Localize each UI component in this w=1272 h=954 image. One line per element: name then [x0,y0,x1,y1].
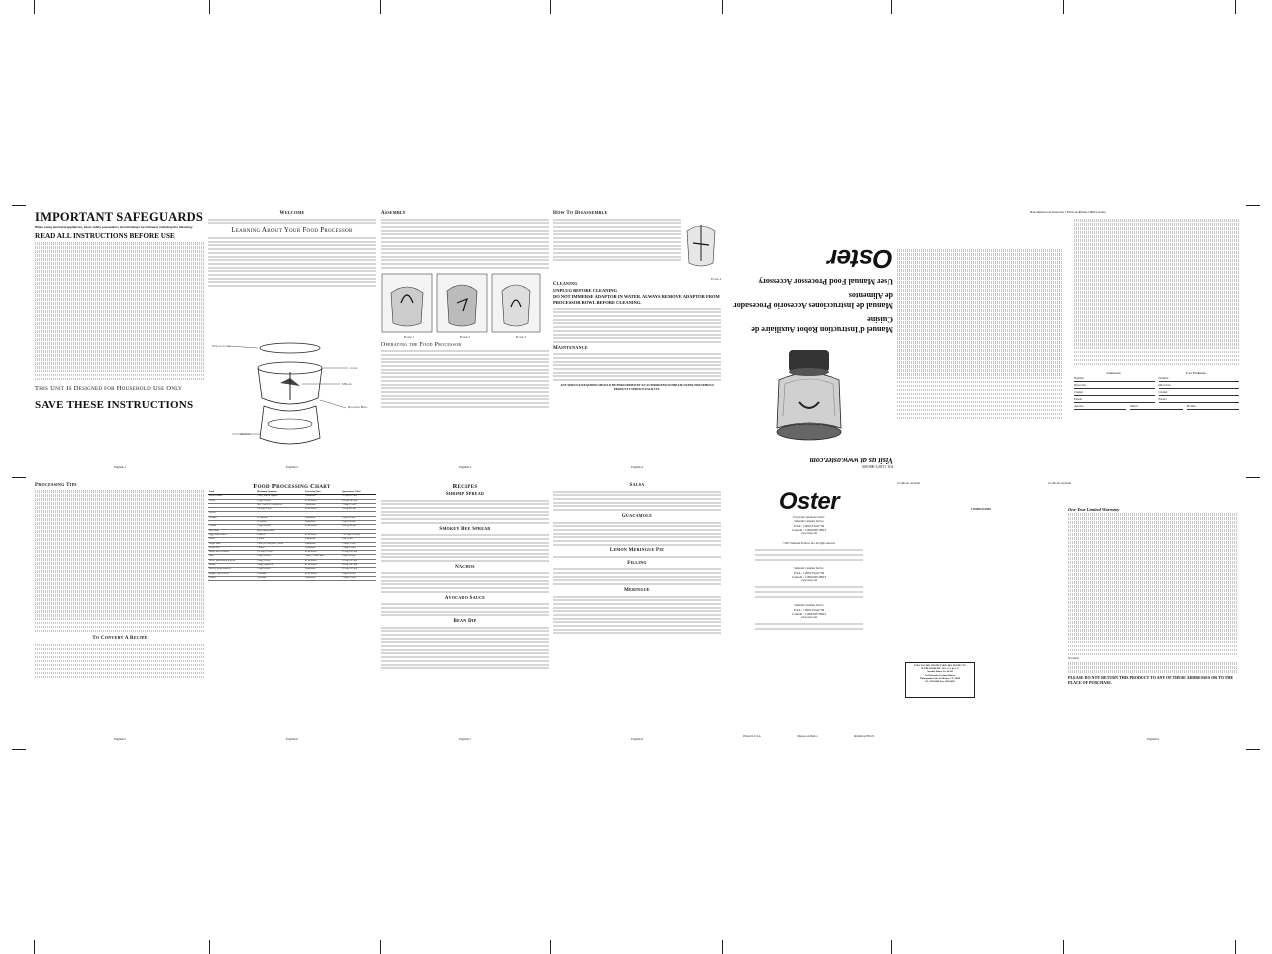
table-cell: Not recommended [256,529,304,533]
page-number: English-3 [459,465,471,469]
table-cell: 1 Tbsp (15 ml) [341,576,376,580]
recipes-continued-panel [553,482,721,744]
back-website: www.oster.com [800,532,818,535]
page-number: English-1 [114,465,126,469]
service-centers-panel [897,210,1239,472]
service-centers-list-right [1074,218,1239,421]
table-cell: Olives, pitted black or green [208,559,256,563]
table-cell: 4 Fast Pulses [304,564,341,568]
consumer-service-fr: Sunbeam Consumer Service [794,604,824,607]
household-note: This Unit Is Designed for Household Use Only [35,385,183,393]
convert-recipe-title: To Convert A Recipe [92,636,148,642]
table-cell: 4 Fast Pulses [304,533,341,537]
warranty-panel [1048,482,1238,744]
canada-phone: Canada : 1.800.667.8623 [792,528,826,532]
form-field-city: Ciudad [1074,389,1155,396]
crop-mark [12,749,26,750]
table-cell: Peppers, green or red [208,572,256,576]
table-cell: 1 cup (250 ml) [341,555,376,559]
table-cell: 1 1/2 cups (375 ml) [341,533,376,537]
recipe-title: Bean Dip [453,618,477,624]
figure-captions [381,335,549,339]
back-brand-logo: Oster [778,488,840,515]
assembly-title: Assembly [381,211,406,216]
crop-mark [1246,205,1260,206]
brand-logo: Oster [827,244,893,274]
crop-mark [209,940,210,954]
service-centers-list-left [897,218,1062,421]
table-cell: Pickles [208,576,256,580]
part-number: P.N. 112871-000-000 [862,464,893,468]
safeguards-title: IMPORTANT SAFEGUARDS [35,210,204,224]
maintenance-title: Maintenance [553,345,588,351]
form-field-city: Ciudad [1159,389,1240,396]
table-cell: 1 Tbsp (15 ml) [341,542,376,546]
table-cell: 1/4 cup (62 ml) [256,508,304,512]
table-cell: 1 cup (250 ml) [256,499,304,503]
table-cell: 2 whole [256,538,304,542]
table-cell: Cheese [208,512,256,516]
table-cell: Dry: 1 inch (2.5 cm) pieces [256,503,304,507]
page-number: English-5 [114,737,126,741]
printed-usa: Printed in U.S.A. [743,735,762,738]
table-cell: Lemon Peel [208,546,256,550]
crop-mark [380,0,381,14]
recipe-title: Meringue [624,587,650,593]
assembly-figures [381,273,541,335]
crop-mark [380,940,381,954]
table-cell: 1 cup (250 ml) [256,525,304,529]
table-cell: 1/2 cup (125 ml) [256,551,304,555]
usa-phone-es: USA : 1.800.334.0759 [793,571,825,575]
warranty-title: One-Year Limited Warranty [1068,507,1120,512]
form-field-appliance: Aparato [1074,403,1126,410]
printed-mexico: Impreso en Mexico [797,735,818,738]
table-cell: Continuous [304,521,341,525]
table-cell: Continuous [304,516,341,520]
recipes-panel [381,482,549,744]
crop-mark [1235,940,1236,954]
form-field-name: Nombre [1159,375,1240,382]
crop-mark [550,940,551,954]
canada-phone-fr: Canada : 1.800.667.8623 [792,612,826,616]
table-cell: 1 cup (250 ml) [341,516,376,520]
usa-phone-fr: USA : 1.800.334.0759 [793,608,825,612]
welcome-title: Welcome [279,211,305,216]
page-number: English-8 [631,737,643,741]
form-heading-seller: Casa Vendedora [1185,371,1207,376]
table-cell: 4 Fast Pulses [304,525,341,529]
table-row [208,576,376,580]
table-cell: 4 Fast Pulses [304,559,341,563]
back-website-es: www.oster.com [800,579,818,582]
canada-phone-es: Canada : 1.800.667.8623 [792,575,826,579]
in-canada-label: In Canada [1068,656,1079,660]
usa-phone: USA : 1.800.334.0759 [793,524,825,528]
recipe-title: Salsa [629,483,645,488]
tips-title: Processing Tips [35,483,77,488]
table-cell: 4 Fast Pulses [304,572,341,576]
warranty-small-label: Un Año de Garantía [1048,482,1071,485]
crop-mark [1246,749,1260,750]
back-cover-panel [725,482,893,744]
table-cell: 1 Tbsp (15 ml) [341,503,376,507]
crop-mark [1246,477,1260,478]
unplug-heading: UNPLUG BEFORE CLEANING [553,288,618,293]
chart-panel [208,482,376,744]
back-website-fr: www.oster.com [800,616,818,619]
form-heading-buyer: Comprador [1106,371,1121,376]
table-cell: 1/2 cup (125 ml) [341,551,376,555]
food-processor-diagram [228,338,358,468]
crop-mark [34,940,35,954]
table-cell: Continuous [304,495,341,499]
table-cell: Eggs, hard-cooked [208,533,256,537]
food-processing-table [208,491,376,581]
mexico-warranty-panel [897,482,1065,744]
table-cell: 1 cup (250 ml) [341,572,376,576]
chart-title: Food Processing Chart [253,483,331,490]
crop-mark [1063,0,1064,14]
table-cell: Parsley, stems removed [208,568,256,572]
table-header: Maximum Quantity [256,491,304,495]
table-header: Approximate Yield [341,491,376,495]
table-cell: 3/4 cup (185 ml) [341,499,376,503]
save-instructions: SAVE THESE INSTRUCTIONS [35,399,194,412]
form-field-state: Estado [1074,396,1155,403]
immerse-warning: DO NOT IMMERSE ADAPTOR IN WATER. ALWAYS REMOVE ADAPTOR FROM PROCESSOR BOWL BEFORE CLEANING. [553,294,720,305]
table-cell: 12 cookies [256,521,304,525]
table-cell: 1 cup (250 ml) [256,568,304,572]
crop-mark [891,940,892,954]
service-note: ANY SERVICE REQUIRED SHOULD BE PERFORMED BY AN AUTHORIZED SUNBEAM-OSTER HOUSEHOLD PRODUCTS SERVICE FACILITY. [560,382,714,391]
table-cell: 1/4 cup (62 ml) [341,525,376,529]
form-field-brand: Marca [1130,403,1182,410]
crop-mark [209,0,210,14]
table-cell: 4 Fast Pulses [304,499,341,503]
recipe-title: Shrimp Spread [445,492,485,497]
table-cell: 2/3 cup (165 ml) [341,559,376,563]
label-s-blade: S Blade [342,382,352,386]
cover-title-fr: Manuel d'Instruction Robot Auxiliaire de Cuisine [751,315,893,334]
consumer-service: Sunbeam Consumer Service [794,520,824,523]
safeguards-panel [35,210,205,472]
recipe-title: Avocado Sauce [444,595,486,601]
page-number: English-4 [631,465,643,469]
tips-panel [35,482,205,744]
table-cell: Cookies [208,516,256,520]
page-number: English-9 [1147,737,1159,741]
disassemble-panel [553,210,721,472]
page-number: English-2 [286,465,298,469]
table-cell: 12 crackers [256,516,304,520]
sticker-line: Tel. 5366-0800 Fax: 5366-0870 [925,681,955,684]
sticker-title: PARA USO DEL PROPIETARIO DEL PRODUCTO [913,665,966,667]
figure-2-caption: Figure 2 [459,334,471,339]
table-cell: 1 inch (2.5 cm) piece, sliced [256,542,304,546]
table-cell: 2 halved [256,533,304,537]
sticker-line: SUNBEAM MEXICANA, S.A. de C.V. [921,668,959,671]
table-cell: Bread Crumbs [208,495,256,499]
form-field-name: Nombre [1074,375,1155,382]
recipes-title: Recipes [452,483,478,490]
consumer-service-es: Sunbeam Consumer Service [794,567,824,570]
crop-mark [550,0,551,14]
table-cell: Continuous [304,568,341,572]
page-number: English-6 [286,737,298,741]
table-header: Food [208,491,256,495]
table-cell: Ginger Root [208,542,256,546]
safeguards-list [35,242,205,380]
operating-title: Operating the Food Processor [381,341,462,348]
crop-mark [722,0,723,14]
table-cell: Continuous [304,542,341,546]
learning-title: Learning About Your Food Processor [231,227,353,235]
page-number: English-7 [459,737,471,741]
cover-title-es: Manual de Instrucciones Accesorio Procesador de Alimentos [733,291,893,310]
label-adaptor: Adaptor [240,432,251,436]
table-cell: Garlic [208,538,256,542]
no-return-notice: PLEASE DO NOT RETURN THIS PRODUCT TO ANY OF THESE ADDRESSES OR TO THE PLACE OF PURCHASE. [1068,674,1234,685]
figure-4-caption: Figure 4 [710,277,721,281]
disassemble-title: How To Disassemble [553,211,608,216]
table-cell: 4 Fast Pulses [304,508,341,512]
cleaning-title: Cleaning [553,282,578,287]
table-header: Processing Time [304,491,341,495]
label-storage-cover: Storage Cover [212,344,230,348]
table-cell: 1 cup (250 ml) [256,559,304,563]
label-cover: Cover [350,366,358,370]
table-cell: 1 lemon [256,546,304,550]
welcome-panel [208,210,376,472]
website: Visit us at www.oster.com [809,456,893,465]
form-field-model: Modelo [1187,403,1239,410]
figure-3-caption: Figure 3 [515,334,527,339]
assembly-panel [381,210,549,472]
crop-mark [12,477,26,478]
table-cell: 1 cup (250 ml) [256,555,304,559]
table-cell: Nuts [208,555,256,559]
cover-product-image [759,340,859,450]
recipe-title: Nachos [455,564,475,570]
recipe-title: Guacamole [621,513,653,519]
figure-4-diagram [681,217,721,277]
table-cell: 1 Tbsp (15 ml) [341,546,376,550]
crop-mark [34,0,35,14]
copyright: ©2007 Sunbeam Products, Inc. All rights reserved. [782,542,836,545]
table-cell: Continuous [304,546,341,550]
printed-locations [725,735,893,739]
table-cell: 1 cup (250 ml) [341,521,376,525]
recipe-title: Lemon Meringue Pie [609,548,665,554]
service-centers-title: Para Servicio de Garantía • Venta de Partes y Refacciones [1030,210,1106,214]
table-cell: Coarse: 2 Fast Pulses [304,555,341,559]
crop-mark [891,0,892,14]
crop-mark [12,205,26,206]
cover-title-en: User Manual Food Processor Accessory [758,277,893,286]
label-processor-bowl: Processor Bowl [348,405,368,409]
table-cell: 1 large, quartered [256,564,304,568]
table-cell: Continuous [304,576,341,580]
warranty-small-label: Un Año de Garantía [897,482,920,485]
table-cell: Continuous [304,503,341,507]
product-questions: For product questions contact: [793,516,825,519]
table-cell: Onions [208,564,256,568]
table-cell: 1 slice, torn in eighths [256,495,304,499]
table-cell: 1/2 cup (125 ml) [341,495,376,499]
table-cell: Celery [208,499,256,503]
recipe-title: Smokey Bee Spread [439,526,491,532]
sticker-line: Avenida Juárez No. 40-201 [926,671,954,674]
table-cell: 3/4 cup (185 ml) [341,564,376,568]
sticker-line: Tlalnepantla, Edo. de México, C.P. 54050 [919,677,961,680]
form-field-address: Dirección [1159,382,1240,389]
table-cell: Dried fruit [208,529,256,533]
safeguards-intro: When using electrical appliances, basic safety precautions should always be followed, including the following: [35,225,193,229]
table-cell: 1/2 cup (125 ml) [341,568,376,572]
form-field-state: Estado [1159,396,1240,403]
table-cell: 4 Fast Pulses [304,551,341,555]
cover-panel [725,210,893,472]
table-cell: 1 medium [256,572,304,576]
crop-mark [1235,0,1236,14]
figure-1-caption: Figure 1 [403,334,415,339]
sticker-line: Ex-Hacienda de Santa Mónica [925,674,955,677]
table-cell: 1 tsp (5 ml) [341,538,376,542]
table-cell: 1 medium [256,576,304,580]
conditions-heading: CONDICIONES [970,508,992,511]
table-cell: Continuous [304,538,341,542]
table-cell: 1/4 cup (62 ml) [341,508,376,512]
form-field-address: Dirección [1074,382,1155,389]
printed-fr: Imprimé en EE.UU. [853,735,875,738]
crop-mark [722,940,723,954]
table-cell: Meats, raw or cooked [208,551,256,555]
read-all-heading: READ ALL INSTRUCTIONS BEFORE USE [35,232,175,240]
owner-sticker [905,662,975,698]
crop-mark [1063,940,1064,954]
table-cell: Crumbs [208,525,256,529]
recipe-title: Filling [627,560,647,566]
